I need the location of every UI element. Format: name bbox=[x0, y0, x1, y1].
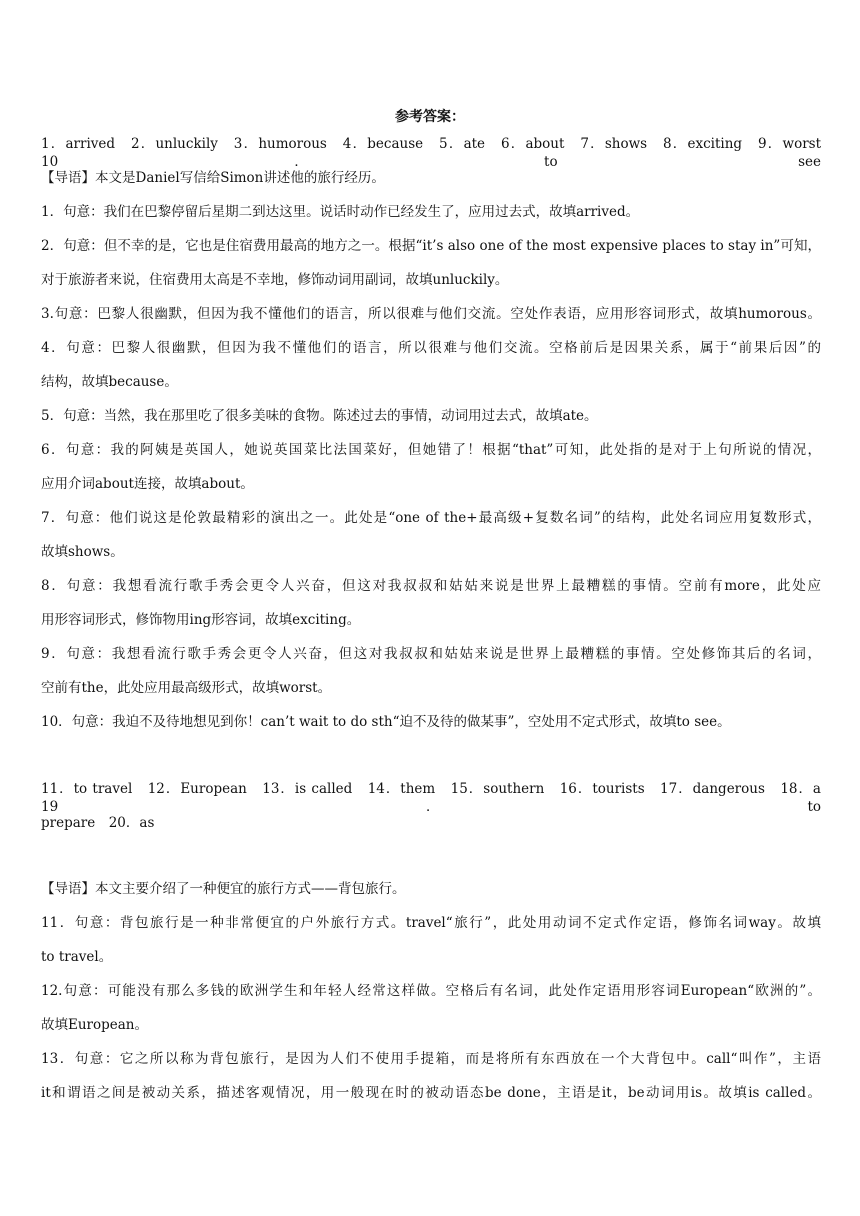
explanation-line: 10．句意：我迫不及待地想见到你！can’t wait to do sth“迫不及待的做某事”，空处用不定式形式，故填to see。 bbox=[41, 714, 731, 730]
explanation-line: 空前有the，此处应用最高级形式，故填worst。 bbox=[41, 680, 332, 696]
explanation-line: 9．句意：我想看流行歌手秀会更令人兴奋，但这对我叔叔和姑姑来说是世界上最糟糕的事情。空处修饰其后的名词， bbox=[41, 646, 821, 662]
explanation-line: 5．句意：当然，我在那里吃了很多美味的食物。陈述过去的事情，动词用过去式，故填ate。 bbox=[41, 408, 598, 424]
explanation-line: 2．句意：但不幸的是，它也是住宿费用最高的地方之一。根据“it’s also one of the most expensive places to stay in”可知， bbox=[41, 238, 821, 254]
explanation-line: 3.句意：巴黎人很幽默，但因为我不懂他们的语言，所以很难与他们交流。空处作表语，应用形容词形式，故填humorous。 bbox=[41, 306, 821, 322]
explanation-line: to travel。 bbox=[41, 949, 113, 965]
explanation-line: 1．句意：我们在巴黎停留后星期二到达这里。说话时动作已经发生了，应用过去式，故填arrived。 bbox=[41, 204, 640, 220]
explanation-line: 12.句意：可能没有那么多钱的欧洲学生和年轻人经常这样做。空格后有名词，此处作定语用形容词European“欧洲的”。 bbox=[41, 983, 821, 999]
answer-key-line-2: 11．to travel 12．European 13．is called 14．them 15．southern 16．tourists 17．dangerous 18．a 19．to bbox=[41, 781, 835, 815]
explanation-line: 用形容词形式，修饰物用ing形容词，故填exciting。 bbox=[41, 612, 361, 628]
answer-key-line-2-cont: prepare 20．as bbox=[41, 815, 155, 831]
explanation-line: 4．句意：巴黎人很幽默，但因为我不懂他们的语言，所以很难与他们交流。空格前后是因果关系，属于“前果后因”的 bbox=[41, 340, 821, 356]
answer-key-line-1: 1．arrived 2．unluckily 3．humorous 4．because 5．ate 6．about 7．shows 8．exciting 9．worst 10．to see bbox=[41, 136, 835, 170]
guide-intro-2: 【导语】本文主要介绍了一种便宜的旅行方式——背包旅行。 bbox=[41, 881, 406, 897]
guide-intro-1: 【导语】本文是Daniel写信给Simon讲述他的旅行经历。 bbox=[41, 170, 385, 186]
explanation-line: 故填European。 bbox=[41, 1017, 149, 1033]
explanation-line: 11．句意：背包旅行是一种非常便宜的户外旅行方式。travel“旅行”，此处用动词不定式作定语，修饰名词way。故填 bbox=[41, 915, 821, 931]
page-title: 参考答案： bbox=[395, 109, 465, 125]
explanation-line: 故填shows。 bbox=[41, 544, 124, 560]
explanation-line: 结构，故填because。 bbox=[41, 374, 178, 390]
explanation-line: 对于旅游者来说，住宿费用太高是不幸地，修饰动词用副词，故填unluckily。 bbox=[41, 272, 509, 288]
explanation-line: 应用介词about连接，故填about。 bbox=[41, 476, 254, 492]
explanation-line: 13．句意：它之所以称为背包旅行，是因为人们不使用手提箱，而是将所有东西放在一个大背包中。call“叫作”，主语 bbox=[41, 1051, 821, 1067]
explanation-line: 6．句意：我的阿姨是英国人，她说英国菜比法国菜好，但她错了！根据“that”可知，此处指的是对于上句所说的情况， bbox=[41, 442, 821, 458]
explanation-line: 8．句意：我想看流行歌手秀会更令人兴奋，但这对我叔叔和姑姑来说是世界上最糟糕的事情。空前有more，此处应 bbox=[41, 578, 821, 594]
explanation-line: 7．句意：他们说这是伦敦最精彩的演出之一。此处是“one of the+最高级+复数名词”的结构，此处名词应用复数形式， bbox=[41, 510, 821, 526]
explanation-line: it和谓语之间是被动关系，描述客观情况，用一般现在时的被动语态be done，主语是it，be动词用is。故填is called。 bbox=[41, 1085, 821, 1101]
